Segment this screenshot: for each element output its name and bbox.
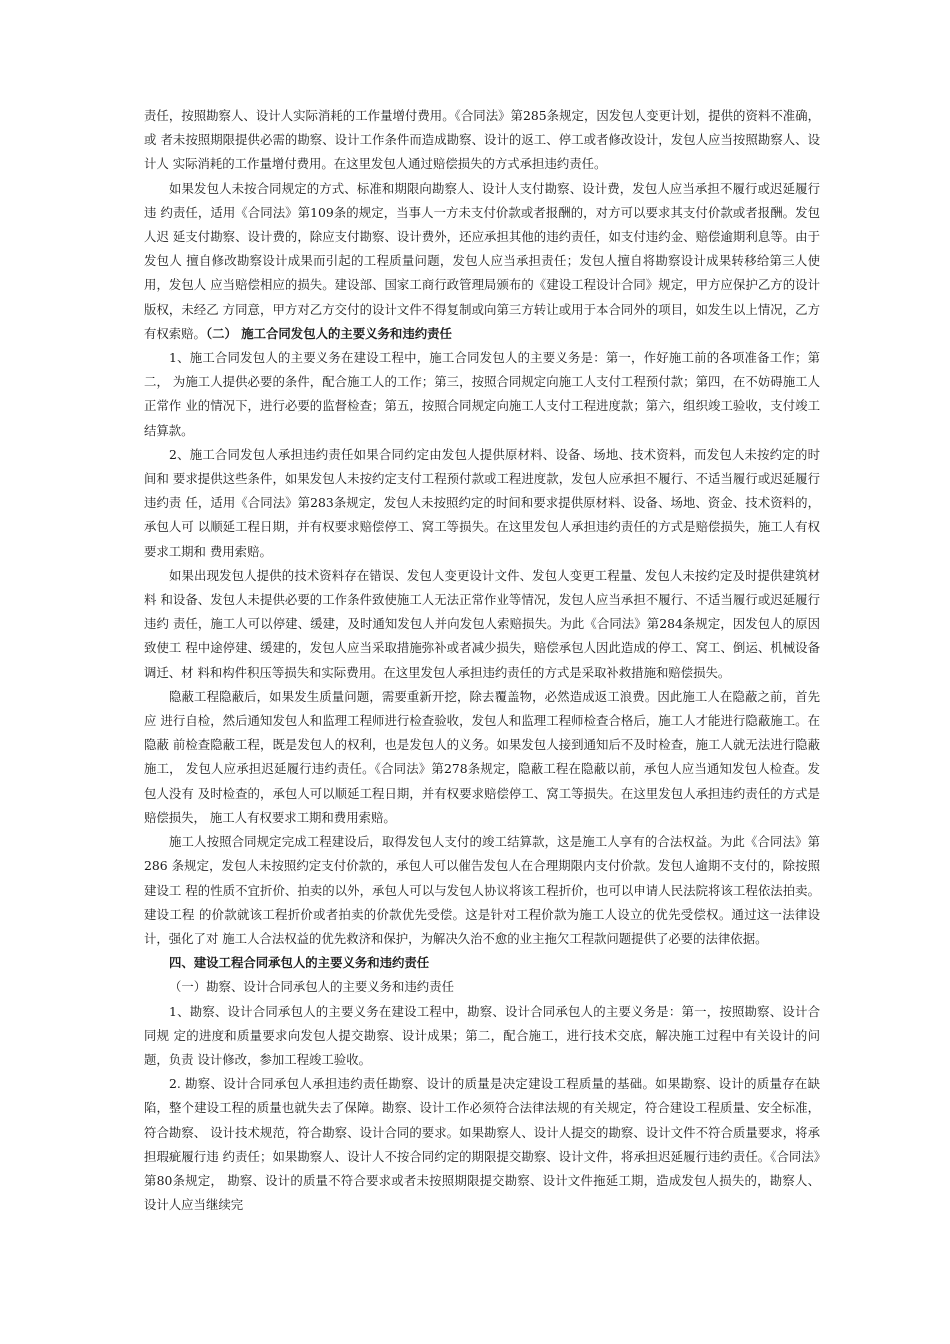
paragraph: 2、施工合同发包人承担违约责任如果合同约定由发包人提供原材料、设备、场地、技术资料，而发包人未按约定的时间和 要求提供这些条件，如果发包人未按约定支付工程预付款或工程进度款，发包人应承担不履行、不适当履行或迟延履行违约责 任，适用《合同法》第283条规定，发包人未按照约定的时间和要求提供原材料、设备、场地、资金、技术资料的，承包人可 以顺延工程日期，并有权要求赔偿停工、窝工等损失。在这里发包人承担违约责任的方式是赔偿损失，施工人有权要求工期和 费用索赔。	[144, 446, 820, 559]
paragraph: 如果出现发包人提供的技术资料存在错误、发包人变更设计文件、发包人变更工程量、发包人未按约定及时提供建筑材料 和设备、发包人未提供必要的工作条件致使施工人无法正常作业等情况，发包人应当承担不履行、不适当履行或迟延履行违约 责任，施工人可以停建、缓建，及时通知发包人并向发包人索赔损失。为此《合同法》第284条规定，因发包人的原因致使工 程中途停建、缓建的，发包人应当采取措施弥补或者减少损失，赔偿承包人因此造成的停工、窝工、倒运、机械设备调迁、材 料和构件积压等损失和实际费用。在这里发包人承担违约责任的方式是采取补救措施和赔偿损失。	[144, 567, 820, 680]
paragraph: 隐蔽工程隐蔽后，如果发生质量问题，需要重新开挖，除去覆盖物，必然造成返工浪费。因此施工人在隐蔽之前，首先应 进行自检，然后通知发包人和监理工程师进行检查验收，发包人和监理工程师检查合格后，施工人才能进行隐蔽施工。在隐蔽 前检查隐蔽工程，既是发包人的权利，也是发包人的义务。如果发包人接到通知后不及时检查，施工人就无法进行隐蔽施工， 发包人应承担迟延履行违约责任。《合同法》第278条规定，隐蔽工程在隐蔽以前，承包人应当通知发包人检查。发包人没有 及时检查的，承包人可以顺延工程日期，并有权要求赔偿停工、窝工等损失。在这里发包人承担违约责任的方式是赔偿损失， 施工人有权要求工期和费用索赔。	[144, 688, 820, 825]
paragraph-continued: 责任，按照勘察人、设计人实际消耗的工作量增付费用。《合同法》第285条规定，因发包人变更计划，提供的资料不准确，或 者未按照期限提供必需的勘察、设计工作条件而造成勘察、设计的返工、停工或者修改设计，发包人应当按照勘察人、设计人 实际消耗的工作量增付费用。在这里发包人通过赔偿损失的方式承担违约责任。	[144, 108, 820, 172]
paragraph: 施工人按照合同规定完成工程建设后，取得发包人支付的竣工结算款，这是施工人享有的合法权益。为此《合同法》第 286 条规定，发包人未按照约定支付价款的，承包人可以催告发包人在合理期限内支付价款。发包人逾期不支付的，除按照建设工 程的性质不宜折价、拍卖的以外，承包人可以与发包人协议将该工程折价，也可以申请人民法院将该工程依法拍卖。建设工程 的价款就该工程折价或者拍卖的价款优先受偿。这是针对工程价款为施工人设立的优先受偿权。通过这一法律设计，强化了对 施工人合法权益的优先救济和保护，为解决久治不愈的业主拖欠工程款问题提供了必要的法律依据。	[144, 834, 820, 946]
section-heading: 四、建设工程合同承包人的主要义务和违约责任	[169, 955, 430, 971]
paragraph-text: 如果发包人未按合同规定的方式、标准和期限向勘察人、设计人支付勘察、设计费，发包人应当承担不履行或迟延履行违 约责任，适用《合同法》第109条的规定，当事人一方未支付价款或者报酬的，对方可以要求其支付价款或者报酬。发包人迟 延支付勘察、设计费的，除应支付勘察、设计费外，还应承担其他的违约责任，如支付违约金、赔偿逾期利息等。由于发包人 擅自修改勘察设计成果而引起的工程质量问题，发包人应当承担责任；发包人擅自将勘察设计成果转移给第三人使用，发包人 应当赔偿相应的损失。建设部、国家工商行政管理局颁布的《建设工程设计合同》规定，甲方应保护乙方的设计版权，未经乙 方同意，甲方对乙方交付的设计文件不得复制或向第三方转让或用于本合同外的项目，如发生以上情况，乙方有权索赔。	[144, 180, 820, 341]
paragraph: 1、施工合同发包人的主要义务在建设工程中，施工合同发包人的主要义务是：第一，作好施工前的各项准备工作；第二， 为施工人提供必要的条件，配合施工人的工作；第三，按照合同规定向施工人支付工程预付款；第四，在不妨碍施工人正常作 业的情况下，进行必要的监督检查；第五，按照合同规定向施工人支付工程进度款；第六，组织竣工验收，支付竣工结算款。	[144, 350, 820, 438]
section-heading-inline: （二） 施工合同发包人的主要义务和违约责任	[205, 325, 452, 341]
paragraph: 2. 勘察、设计合同承包人承担违约责任勘察、设计的质量是决定建设工程质量的基础。如果勘察、设计的质量存在缺陷，整个建设工程的质量也就失去了保障。勘察、设计工作必须符合法律法规的有关规定，符合建设工程质量、安全标准，符合勘察、 设计技术规范，符合勘察、设计合同的要求。如果勘察人、设计人提交的勘察、设计文件不符合质量要求，将承担瑕疵履行违 约责任；如果勘察人、设计人不按合同约定的期限提交勘察、设计文件，将承担迟延履行违约责任。《合同法》第80条规定， 勘察、设计的质量不符合要求或者未按照期限提交勘察、设计文件拖延工期，造成发包人损失的，勘察人、设计人应当继续完	[144, 1076, 820, 1213]
document-body	[144, 104, 820, 1217]
paragraph: 1、勘察、设计合同承包人的主要义务在建设工程中，勘察、设计合同承包人的主要义务是：第一，按照勘察、设计合同规 定的进度和质量要求向发包人提交勘察、设计成果；第二，配合施工，进行技术交底，解决施工过程中有关设计的问题，负责 设计修改，参加工程竣工验收。	[144, 1003, 820, 1067]
subsection-heading: （一）勘察、设计合同承包人的主要义务和违约责任	[169, 979, 454, 995]
paragraph	[144, 177, 820, 346]
